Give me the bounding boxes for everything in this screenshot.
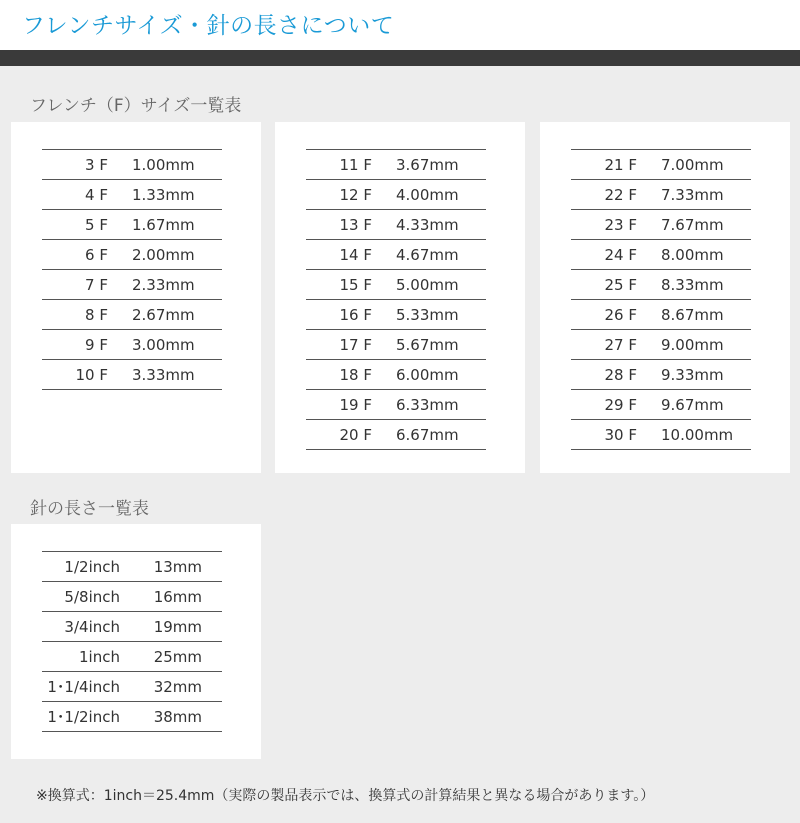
french-size-cell: 8 F [42,300,132,330]
table-row [42,360,222,390]
french-size-cell: 30 F [571,420,661,450]
french-size-cell: 6 F [42,240,132,270]
mm-value-cell: 4.67mm [396,240,486,270]
needle-length-card [11,524,261,759]
table-row [306,390,486,420]
header-divider-bar [0,50,800,66]
mm-value-cell: 8.33mm [661,270,751,300]
table-row [571,360,751,390]
mm-length-cell: 32mm [120,672,222,702]
table-row [571,420,751,450]
mm-value-cell: 3.33mm [132,360,222,390]
table-row [571,210,751,240]
mm-value-cell: 1.00mm [132,150,222,180]
table-row [306,180,486,210]
table-row [42,210,222,240]
table-row [42,552,222,582]
french-size-cell: 29 F [571,390,661,420]
mm-value-cell: 3.67mm [396,150,486,180]
french-size-cell: 24 F [571,240,661,270]
french-size-cell: 13 F [306,210,396,240]
mm-value-cell: 6.00mm [396,360,486,390]
table-row [306,420,486,450]
table-row [42,240,222,270]
mm-length-cell: 38mm [120,702,222,732]
french-size-table-1 [42,149,222,390]
table-row [42,702,222,732]
french-size-cell: 18 F [306,360,396,390]
mm-value-cell: 5.00mm [396,270,486,300]
french-size-table-3 [571,149,751,450]
french-size-cell: 14 F [306,240,396,270]
mm-value-cell: 7.67mm [661,210,751,240]
mm-length-cell: 16mm [120,582,222,612]
inch-length-cell: 1･1/4inch [42,672,120,702]
french-size-card-2 [275,122,525,473]
mm-value-cell: 8.00mm [661,240,751,270]
table-row [306,150,486,180]
mm-value-cell: 9.67mm [661,390,751,420]
french-size-section-title: フレンチ（F）サイズ一覧表 [30,96,242,116]
french-size-cell: 17 F [306,330,396,360]
french-size-cell: 9 F [42,330,132,360]
table-row [42,612,222,642]
french-size-cell: 12 F [306,180,396,210]
mm-value-cell: 9.33mm [661,360,751,390]
table-row [42,180,222,210]
mm-value-cell: 2.67mm [132,300,222,330]
mm-length-cell: 19mm [120,612,222,642]
mm-value-cell: 8.67mm [661,300,751,330]
table-row [571,150,751,180]
table-row [306,270,486,300]
french-size-cell: 16 F [306,300,396,330]
french-size-cell: 11 F [306,150,396,180]
table-row [306,210,486,240]
mm-value-cell: 3.00mm [132,330,222,360]
french-size-cell: 21 F [571,150,661,180]
mm-value-cell: 10.00mm [661,420,751,450]
mm-value-cell: 5.33mm [396,300,486,330]
table-row [306,330,486,360]
table-row [571,390,751,420]
mm-value-cell: 4.00mm [396,180,486,210]
mm-value-cell: 7.00mm [661,150,751,180]
mm-value-cell: 7.33mm [661,180,751,210]
conversion-footnote: ※換算式：1inch＝25.4mm（実際の製品表示では、換算式の計算結果と異なる場合があります。） [36,788,655,804]
inch-length-cell: 3/4inch [42,612,120,642]
french-size-card-1 [11,122,261,473]
mm-value-cell: 1.33mm [132,180,222,210]
table-row [42,672,222,702]
table-row [42,642,222,672]
french-size-cell: 23 F [571,210,661,240]
french-size-cell: 26 F [571,300,661,330]
inch-length-cell: 5/8inch [42,582,120,612]
french-size-cell: 10 F [42,360,132,390]
french-size-cell: 25 F [571,270,661,300]
mm-value-cell: 1.67mm [132,210,222,240]
mm-value-cell: 9.00mm [661,330,751,360]
table-row [42,300,222,330]
table-row [571,300,751,330]
table-row [571,180,751,210]
french-size-cell: 3 F [42,150,132,180]
table-row [42,150,222,180]
table-row [42,582,222,612]
french-size-cell: 20 F [306,420,396,450]
table-row [571,270,751,300]
inch-length-cell: 1/2inch [42,552,120,582]
mm-length-cell: 25mm [120,642,222,672]
mm-value-cell: 6.67mm [396,420,486,450]
page-title: フレンチサイズ・針の長さについて [22,13,395,39]
mm-length-cell: 13mm [120,552,222,582]
table-row [571,240,751,270]
french-size-cell: 5 F [42,210,132,240]
mm-value-cell: 6.33mm [396,390,486,420]
french-size-cell: 28 F [571,360,661,390]
french-size-cell: 22 F [571,180,661,210]
french-size-card-3 [540,122,790,473]
needle-length-table [42,551,222,732]
french-size-cell: 7 F [42,270,132,300]
mm-value-cell: 2.33mm [132,270,222,300]
table-row [306,240,486,270]
table-row [306,360,486,390]
table-row [42,330,222,360]
mm-value-cell: 4.33mm [396,210,486,240]
french-size-cell: 19 F [306,390,396,420]
needle-length-section-title: 針の長さ一覧表 [30,499,149,519]
french-size-cell: 27 F [571,330,661,360]
page-header [0,0,800,50]
table-row [42,270,222,300]
mm-value-cell: 2.00mm [132,240,222,270]
french-size-table-2 [306,149,486,450]
inch-length-cell: 1･1/2inch [42,702,120,732]
table-row [306,300,486,330]
french-size-cell: 15 F [306,270,396,300]
mm-value-cell: 5.67mm [396,330,486,360]
inch-length-cell: 1inch [42,642,120,672]
french-size-cell: 4 F [42,180,132,210]
table-row [571,330,751,360]
